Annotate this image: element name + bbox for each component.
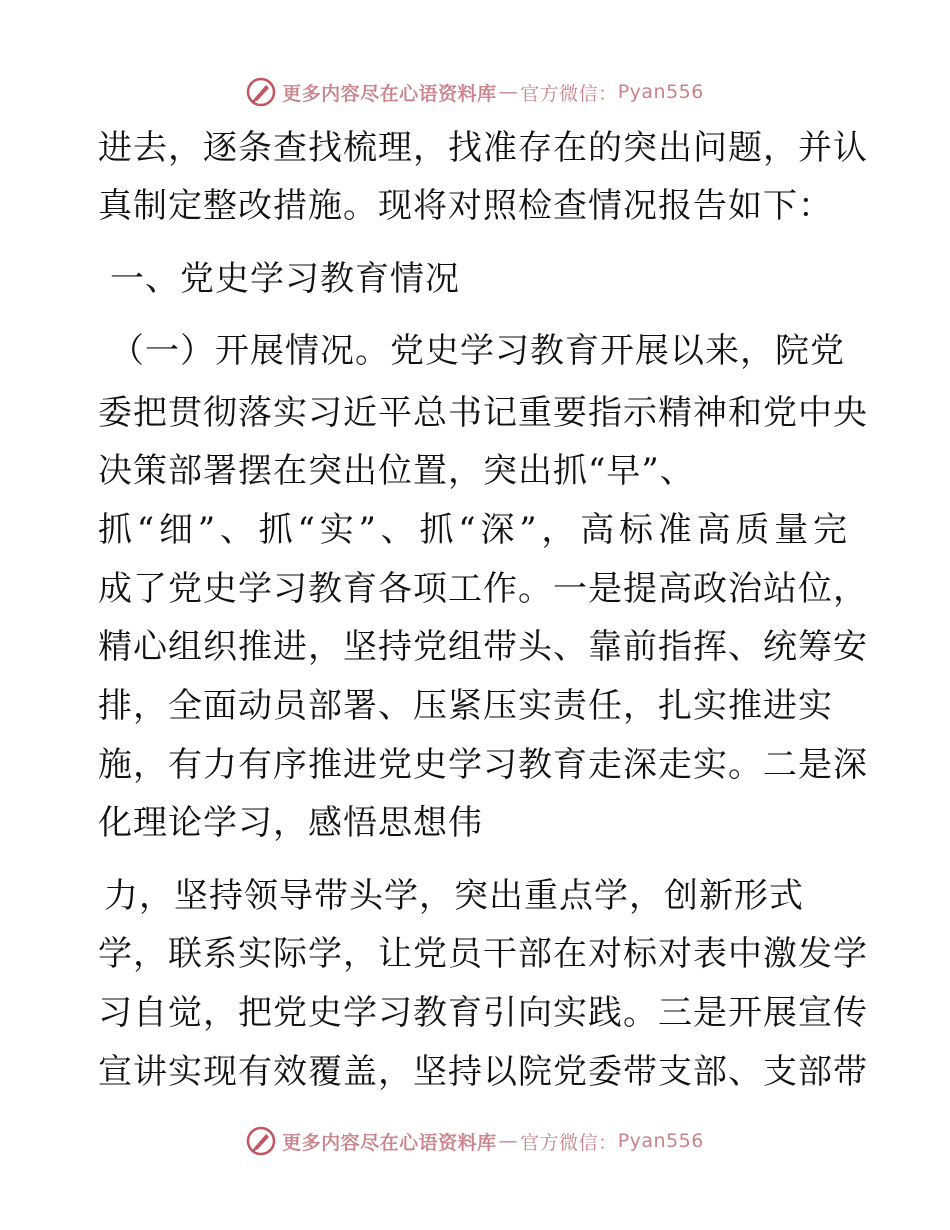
body-line-6: 决策部署摆在突出位置，突出抓“早”、 [98, 451, 695, 491]
body-line-9: 精心组织推进，坚持党组带头、靠前指挥、统筹安 [98, 627, 868, 667]
watermark-official: 官方微信： [520, 82, 618, 105]
pen-logo-icon [246, 77, 276, 107]
section-heading: 一、党史学习教育情况 [110, 259, 460, 299]
body-line-1: 进去，逐条查找梳理，找准存在的突出问题，并认 [98, 128, 868, 168]
watermark-header [0, 72, 950, 112]
body-line-11: 施，有力有序推进党史学习教育走深走实。二是深 [98, 745, 868, 785]
watermark-official: 官方微信： [520, 1131, 618, 1154]
watermark-separator: — [498, 1130, 519, 1152]
body-line-15: 习自觉，把党史学习教育引向实践。三是开展宣传 [98, 993, 868, 1033]
body-line-13: 力，坚持领导带头学，突出重点学，创新形式 [104, 876, 804, 916]
body-line-8: 成了党史学习教育各项工作。一是提高政治站位， [98, 569, 868, 609]
body-line-12: 化理论学习，感悟思想伟 [98, 803, 483, 843]
body-line-7: 抓“细”、抓“实”、抓“深”，高标准高质量完 [98, 510, 848, 550]
body-line-16: 宣讲实现有效覆盖，坚持以院党委带支部、支部带 [98, 1052, 868, 1092]
watermark-brand: 更多内容尽在心语资料库 [282, 82, 497, 105]
body-line-2: 真制定整改措施。现将对照检查情况报告如下： [98, 186, 833, 226]
watermark-separator: — [498, 81, 519, 103]
watermark-footer [0, 1121, 950, 1161]
body-line-14: 学，联系实际学，让党员干部在对标对表中激发学 [98, 934, 868, 974]
body-line-5: 委把贯彻落实习近平总书记重要指示精神和党中央 [98, 393, 868, 433]
body-line-10: 排，全面动员部署、压紧压实责任，扎实推进实 [98, 686, 833, 726]
subsection-line: （一）开展情况。党史学习教育开展以来，院党 [110, 331, 845, 371]
watermark-account: Pyan556 [617, 1130, 704, 1152]
watermark-account: Pyan556 [617, 81, 704, 103]
watermark-brand: 更多内容尽在心语资料库 [282, 1131, 497, 1154]
pen-logo-icon [246, 1126, 276, 1156]
